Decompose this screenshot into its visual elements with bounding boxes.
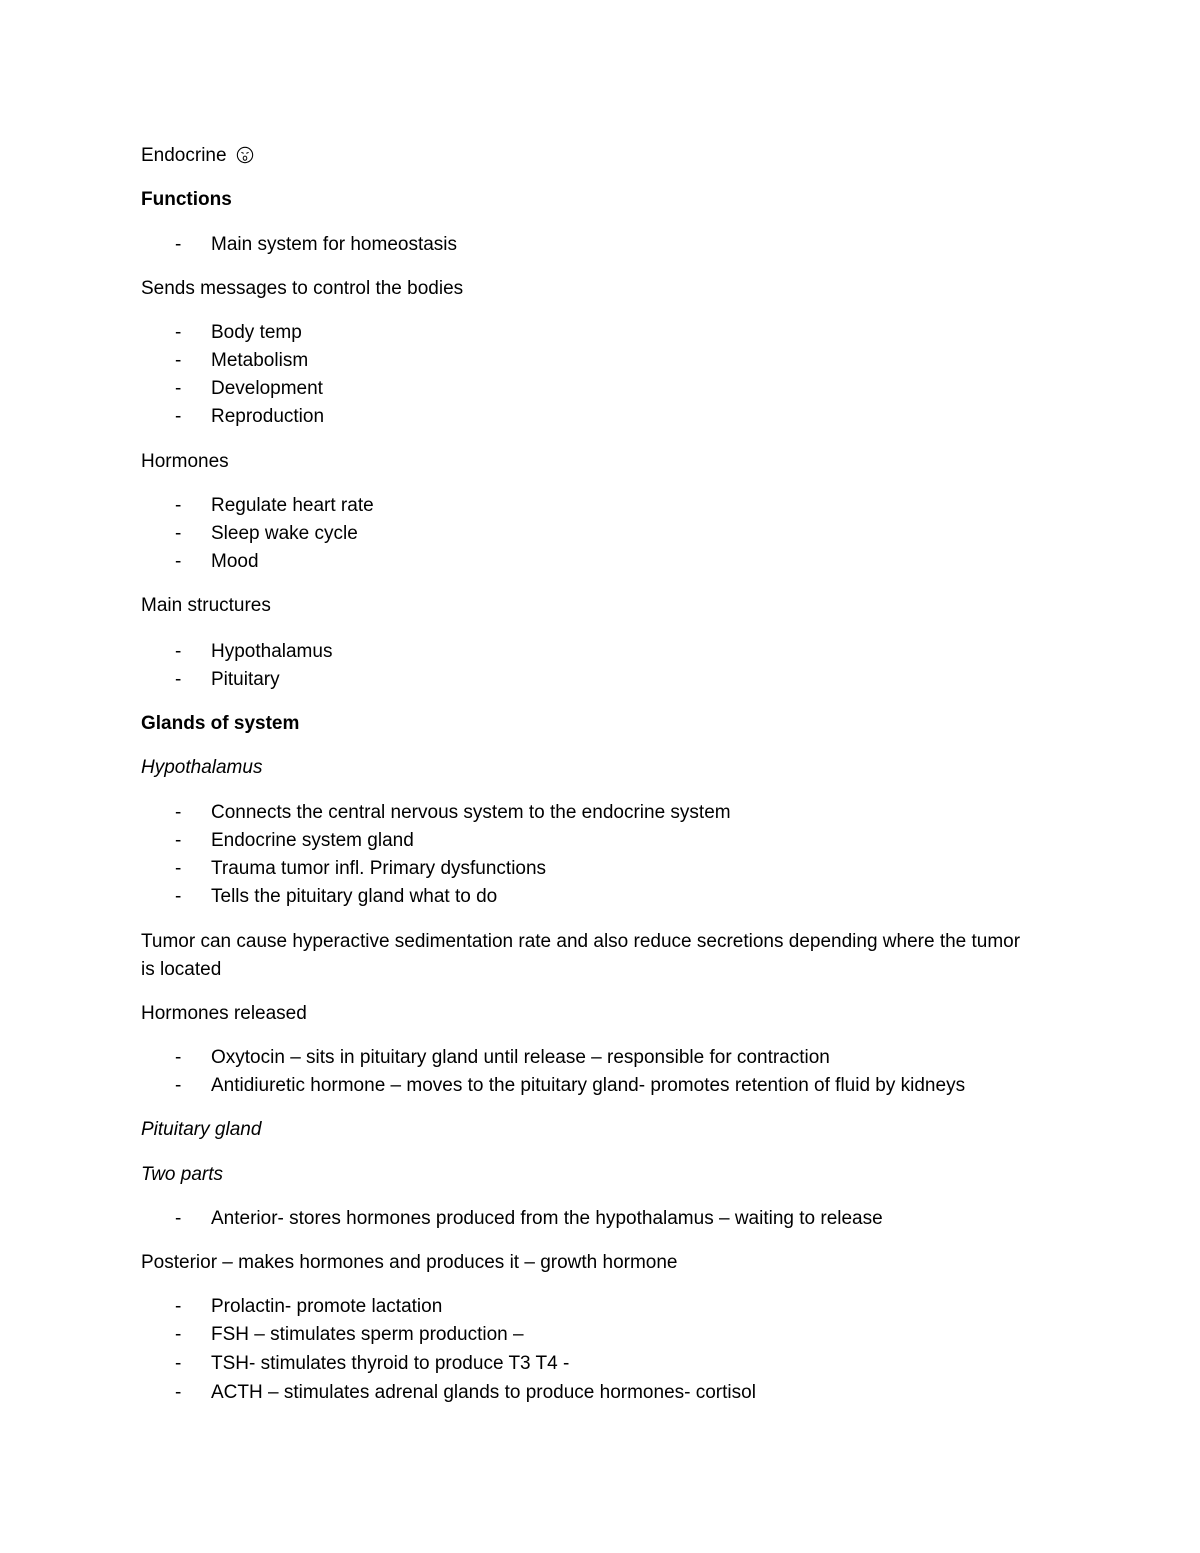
- hormones-heading: Hormones: [141, 451, 229, 472]
- list-item-text: Metabolism: [211, 350, 309, 371]
- list-item-text: FSH – stimulates sperm production –: [211, 1324, 524, 1345]
- list-item-text: Main system for homeostasis: [211, 234, 458, 255]
- list-item-text: ACTH – stimulates adrenal glands to produce hormones- cortisol: [211, 1382, 756, 1403]
- list-item-text: Trauma tumor infl. Primary dysfunctions: [211, 858, 547, 879]
- hormones-released-heading: Hormones released: [141, 1003, 307, 1024]
- list-item-text: Development: [211, 378, 323, 399]
- list-item-text: Hypothalamus: [211, 641, 333, 662]
- list-dash: -: [175, 523, 182, 544]
- list-dash: -: [175, 1075, 182, 1096]
- list-item-text: TSH- stimulates thyroid to produce T3 T4 -: [211, 1353, 570, 1374]
- glands-heading: Glands of system: [141, 713, 300, 734]
- list-dash: -: [175, 1208, 182, 1229]
- list-item-text: Connects the central nervous system to the endocrine system: [211, 802, 731, 823]
- list-dash: -: [175, 495, 182, 516]
- list-dash: -: [175, 669, 182, 690]
- list-item-text: Mood: [211, 551, 259, 572]
- list-item-text: Body temp: [211, 322, 302, 343]
- list-dash: -: [175, 641, 182, 662]
- list-dash: -: [175, 551, 182, 572]
- list-dash: -: [175, 1353, 182, 1374]
- list-dash: -: [175, 1047, 182, 1068]
- list-item-text: Tells the pituitary gland what to do: [211, 886, 498, 907]
- list-item-text: Antidiuretic hormone – moves to the pituitary gland- promotes retention of fluid by kidneys: [211, 1075, 966, 1096]
- tumor-paragraph: Tumor can cause hyperactive sedimentation rate and also reduce secretions depending where the tumor is located: [141, 931, 1021, 980]
- two-parts-heading: Two parts: [141, 1164, 224, 1185]
- face-emoji-icon: [236, 146, 254, 164]
- title-text: Endocrine: [141, 145, 227, 166]
- sends-messages-paragraph: Sends messages to control the bodies: [141, 278, 464, 299]
- list-item-text: Pituitary: [211, 669, 280, 690]
- list-dash: -: [175, 1296, 182, 1317]
- functions-heading: Functions: [141, 189, 232, 210]
- list-dash: -: [175, 378, 182, 399]
- list-item-text: Oxytocin – sits in pituitary gland until release – responsible for contraction: [211, 1047, 830, 1068]
- list-dash: -: [175, 1382, 182, 1403]
- list-item-text: Anterior- stores hormones produced from the hypothalamus – waiting to release: [211, 1208, 883, 1229]
- document-title: [141, 144, 254, 168]
- list-dash: -: [175, 406, 182, 427]
- list-dash: -: [175, 886, 182, 907]
- pituitary-heading: Pituitary gland: [141, 1119, 262, 1140]
- hypothalamus-heading: Hypothalamus: [141, 757, 263, 778]
- list-item-text: Prolactin- promote lactation: [211, 1296, 443, 1317]
- list-dash: -: [175, 858, 182, 879]
- list-item-text: Sleep wake cycle: [211, 523, 358, 544]
- list-item-text: Regulate heart rate: [211, 495, 374, 516]
- list-item-text: Reproduction: [211, 406, 325, 427]
- list-dash: -: [175, 1324, 182, 1345]
- list-dash: -: [175, 234, 182, 255]
- list-dash: -: [175, 322, 182, 343]
- posterior-paragraph: Posterior – makes hormones and produces it – growth hormone: [141, 1252, 678, 1273]
- list-item-text: Endocrine system gland: [211, 830, 414, 851]
- list-dash: -: [175, 350, 182, 371]
- list-dash: -: [175, 802, 182, 823]
- main-structures-heading: Main structures: [141, 595, 271, 616]
- list-dash: -: [175, 830, 182, 851]
